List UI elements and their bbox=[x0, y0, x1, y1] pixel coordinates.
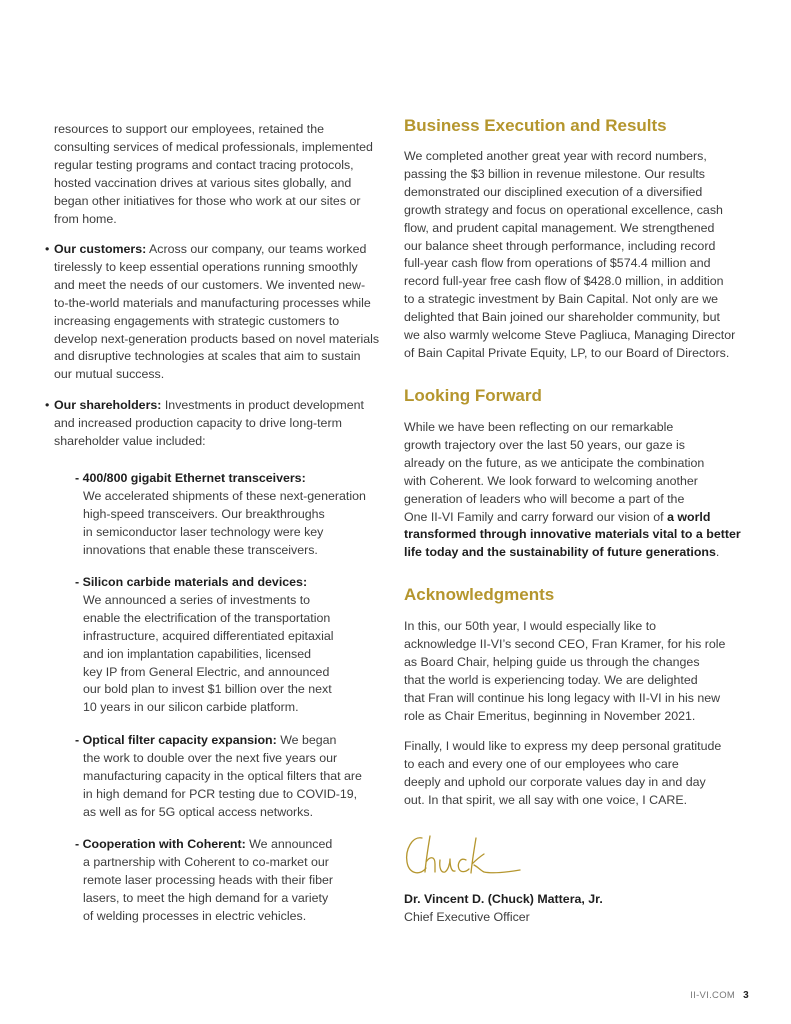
subitem-coherent: - Cooperation with Coherent: We announced a partnership with Coherent to co-market our remote laser processing heads with their fiber lasers, to meet the high demand for a variety of welding processes in electric vehicles. bbox=[75, 836, 333, 926]
bullet-customers: • Our customers: Across our company, our teams worked tirelessly to keep essential operations running smoothly and meet the needs of our customers. We invented new- to-the-world materials and manufacturing processes while increasing engagements with strategic customers to develop next-generation products based on novel materials and disruptive technologies at scales that aim to sustain our mutual success. bbox=[54, 241, 379, 384]
text-line: regular testing programs and contact tracing protocols, bbox=[54, 157, 354, 172]
text-line: high-speed transceivers. Our breakthroughs bbox=[83, 506, 325, 521]
signer-block bbox=[404, 891, 603, 927]
text-line: innovations that enable these transceivers. bbox=[83, 542, 318, 557]
text-line: flow, and prudent capital management. We strengthened bbox=[404, 220, 715, 235]
text-line: In this, our 50th year, I would especially like to bbox=[404, 619, 657, 633]
bullet-label: Our shareholders: bbox=[54, 398, 162, 412]
text-line: increasing engagements with strategic customers to bbox=[54, 313, 340, 328]
text-line: delighted that Bain joined our shareholder community, but bbox=[404, 310, 720, 325]
acknowledgments-paragraph bbox=[404, 618, 725, 725]
heading-acknowledgments: Acknowledgments bbox=[404, 585, 555, 604]
subitem-title: - 400/800 gigabit Ethernet transceivers: bbox=[75, 471, 306, 485]
text-line: that the world is experiencing today. We are delighted bbox=[404, 672, 698, 687]
subitem-title: - Cooperation with Coherent: bbox=[75, 837, 246, 851]
looking-forward-paragraph: While we have been reflecting on our remarkable growth trajectory over the last 50 years, our gaze is already on the future, as we anticipate the combination with Coherent. We look forward to welcoming another generation of leaders who will become a part of the One II-VI Family and carry forward our vision of a world transformed through innovative materials vital to a better life today and the sustainability of future generations. bbox=[404, 420, 741, 560]
text-line: of Bain Capital Private Equity, LP, to our Board of Directors. bbox=[404, 345, 730, 360]
subitem-title: - Optical filter capacity expansion: bbox=[75, 733, 277, 747]
text-line: Finally, I would like to express my deep personal gratitude bbox=[404, 739, 722, 753]
text-line: growth trajectory over the last 50 years, our gaze is bbox=[404, 437, 685, 452]
text-line: lasers, to meet the high demand for a variety bbox=[83, 890, 329, 905]
text-line: remote laser processing heads with their fiber bbox=[83, 872, 333, 887]
text-line: key IP from General Electric, and announced bbox=[83, 664, 330, 679]
text-line: a partnership with Coherent to co-market our bbox=[83, 854, 329, 869]
text-line: of welding processes in electric vehicles. bbox=[83, 908, 307, 923]
heading-looking-forward: Looking Forward bbox=[404, 386, 542, 405]
text-line: out. In that spirit, we all say with one voice, I CARE. bbox=[404, 792, 688, 807]
text-line: We accelerated shipments of these next-generation bbox=[83, 488, 366, 503]
text-line: as Board Chair, helping guide us through the changes bbox=[404, 654, 700, 669]
text-line: infrastructure, acquired differentiated epitaxial bbox=[83, 628, 334, 643]
text-line: and ion implantation capabilities, licensed bbox=[83, 646, 311, 661]
text-line: as well as for 5G optical access networks. bbox=[83, 804, 314, 819]
text-line: our bold plan to invest $1 billion over the next bbox=[83, 682, 332, 697]
text-line: develop next-generation products based on novel materials bbox=[54, 331, 380, 346]
footer-site: II-VI.COM bbox=[690, 990, 736, 1001]
text-line: record full-year free cash flow of $428.0 million, in addition bbox=[404, 274, 724, 289]
text-line: that Fran will continue his long legacy with II-VI in his new bbox=[404, 690, 721, 705]
text-line: 10 years in our silicon carbide platform. bbox=[83, 700, 299, 715]
text-line: demonstrated our disciplined execution of a diversified bbox=[404, 184, 703, 199]
page-number: 3 bbox=[743, 990, 749, 1001]
bullet-dot: • bbox=[45, 242, 50, 256]
text-line: to-the-world materials and manufacturing processes while bbox=[54, 295, 371, 310]
text-line: growth strategy and focus on operational excellence, cash bbox=[404, 202, 723, 217]
text-line: generation of leaders who will become a part of the bbox=[404, 491, 685, 506]
text-line: and disruptive technologies at scales that aim to sustain bbox=[54, 349, 361, 364]
intro-paragraph bbox=[54, 121, 373, 228]
vision-statement: transformed through innovative materials vital to a better bbox=[404, 527, 741, 542]
bullet-label: Our customers: bbox=[54, 242, 147, 256]
vision-statement: a world bbox=[667, 509, 711, 524]
text-line: While we have been reflecting on our remarkable bbox=[404, 420, 674, 434]
text-line: We announced a series of investments to bbox=[83, 592, 311, 607]
text-line: consulting services of medical professionals, implemented bbox=[54, 139, 373, 154]
text-line: our mutual success. bbox=[54, 367, 165, 382]
bullet-shareholders: • Our shareholders: Investments in product development and increased production capacity to drive long-term shareholder value included: bbox=[54, 397, 364, 451]
text-line: enable the electrification of the transportation bbox=[83, 610, 331, 625]
text-line: we also warmly welcome Steve Pagliuca, Managing Director bbox=[404, 328, 736, 343]
signature-image bbox=[404, 832, 524, 882]
heading-business-execution: Business Execution and Results bbox=[404, 116, 667, 135]
text-line: in high demand for PCR testing due to COVID-19, bbox=[83, 786, 358, 801]
text-line: manufacturing capacity in the optical filters that are bbox=[83, 768, 362, 783]
text-line: tirelessly to keep essential operations running smoothly bbox=[54, 259, 358, 274]
business-paragraph bbox=[404, 148, 735, 363]
text-line: We completed another great year with record numbers, bbox=[404, 149, 707, 163]
text-line: shareholder value included: bbox=[54, 433, 206, 448]
subitem-title: - Silicon carbide materials and devices: bbox=[75, 575, 308, 589]
text-line: resources to support our employees, retained the bbox=[54, 122, 324, 136]
page-footer bbox=[690, 990, 749, 1001]
text-line: already on the future, as we anticipate the combination bbox=[404, 455, 705, 470]
text-line: role as Chair Emeritus, beginning in November 2021. bbox=[404, 708, 696, 723]
gratitude-paragraph bbox=[404, 738, 721, 810]
text-line: with Coherent. We look forward to welcoming another bbox=[404, 473, 698, 488]
text-line: and increased production capacity to drive long-term bbox=[54, 415, 342, 430]
subitem-silicon-carbide bbox=[75, 574, 333, 717]
text-line: passing the $3 billion in revenue milestone. Our results bbox=[404, 166, 705, 181]
text-line: full-year cash flow from operations of $574.4 million and bbox=[404, 256, 711, 271]
text-line: began other initiatives for those who work at our sites or bbox=[54, 193, 361, 208]
text-line: and meet the needs of our customers. We invented new- bbox=[54, 277, 366, 292]
text-line: hosted vaccination drives at various sites globally, and bbox=[54, 175, 352, 190]
subitem-transceivers bbox=[75, 470, 366, 560]
text-line: in semiconductor laser technology were key bbox=[83, 524, 324, 539]
subitem-optical-filter: - Optical filter capacity expansion: We began the work to double over the next five years our manufacturing capacity in the optical filters that are in high demand for PCR testing due to COVID-19, as well as for 5G optical access networks. bbox=[75, 732, 362, 822]
text-line: our balance sheet through performance, including record bbox=[404, 238, 716, 253]
text-line: deeply and uphold our corporate values day in and day bbox=[404, 774, 706, 789]
vision-statement: life today and the sustainability of future generations bbox=[404, 545, 716, 560]
text-line: to each and every one of our employees who care bbox=[404, 756, 679, 771]
text-line: the work to double over the next five years our bbox=[83, 750, 338, 765]
bullet-dot: • bbox=[45, 398, 50, 412]
signer-title: Chief Executive Officer bbox=[404, 909, 530, 924]
signer-name: Dr. Vincent D. (Chuck) Mattera, Jr. bbox=[404, 892, 603, 906]
text-line: acknowledge II-VI’s second CEO, Fran Kramer, for his role bbox=[404, 636, 726, 651]
text-line: to a strategic investment by Bain Capital. Not only are we bbox=[404, 292, 719, 307]
text-line: from home. bbox=[54, 211, 117, 226]
